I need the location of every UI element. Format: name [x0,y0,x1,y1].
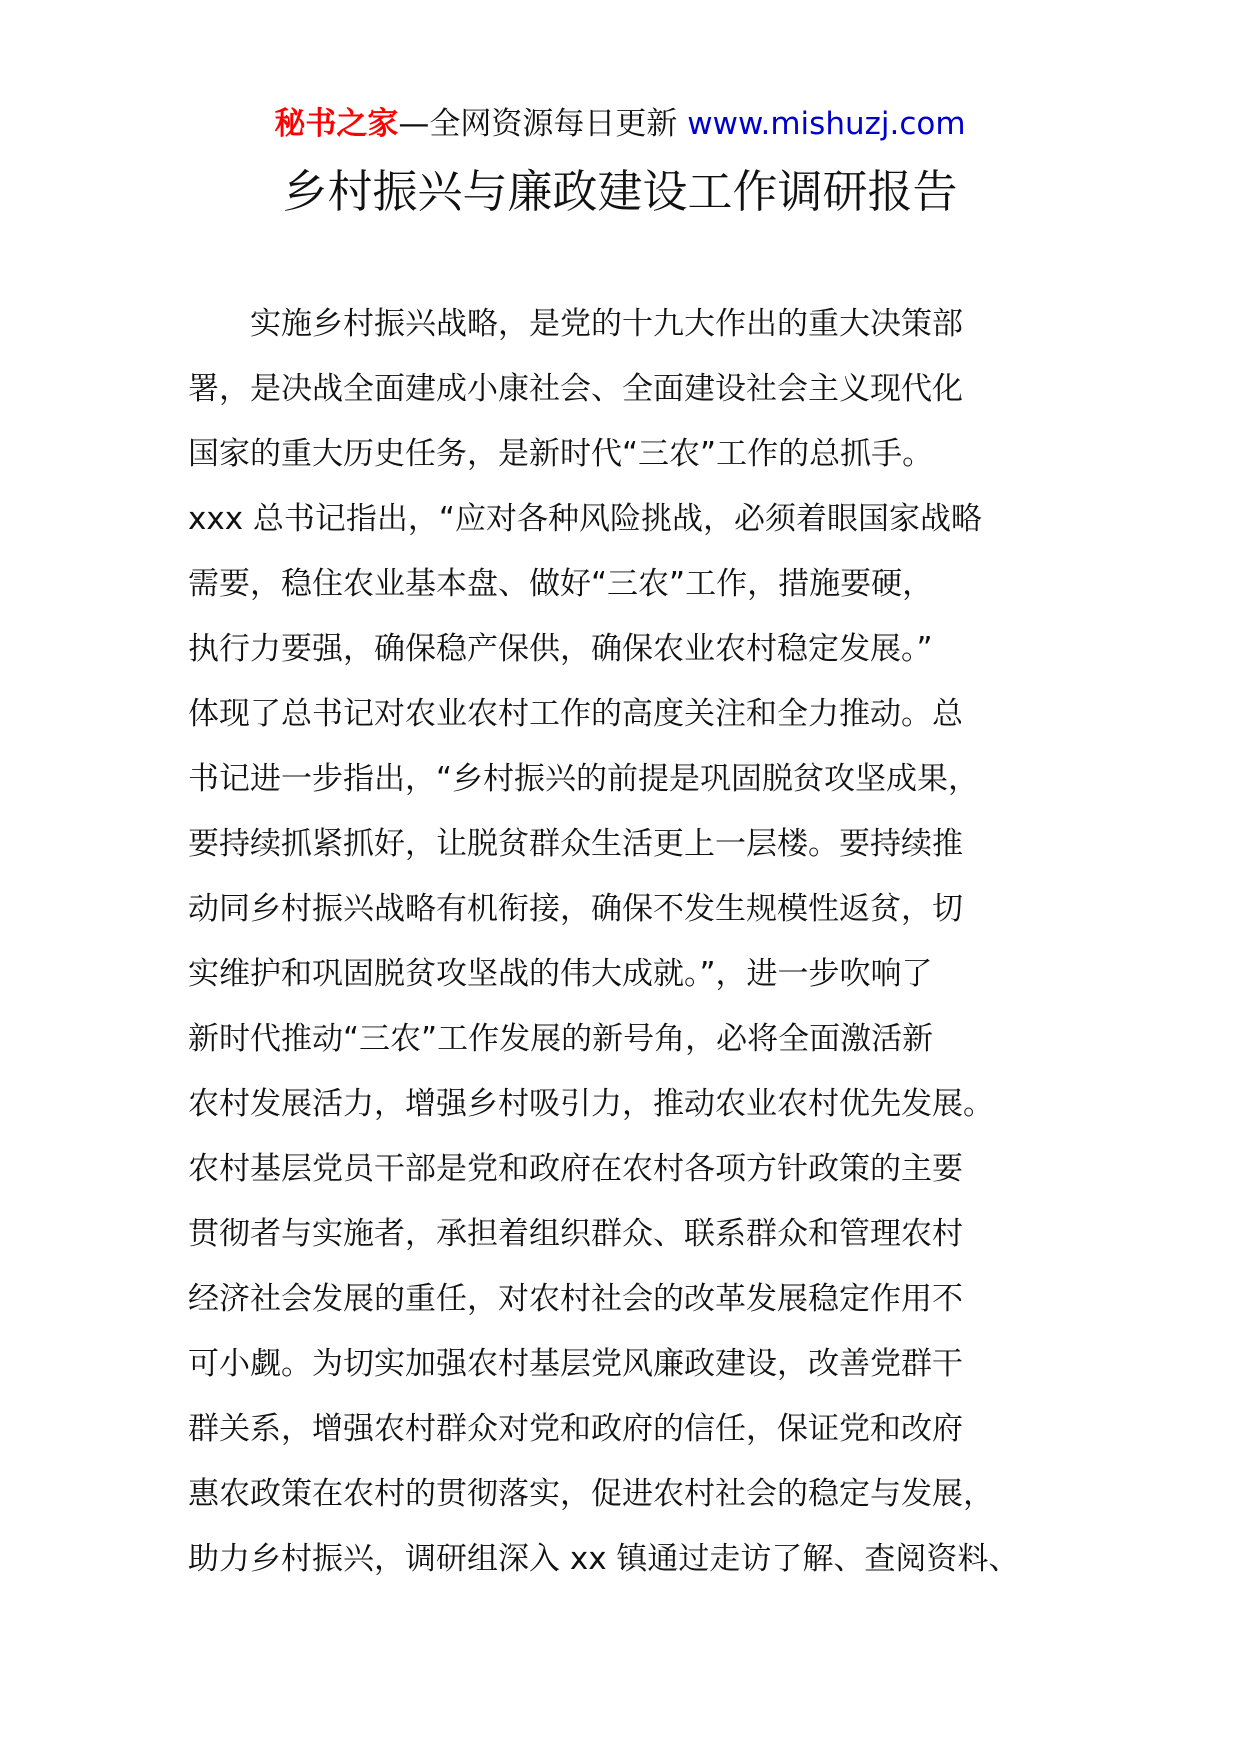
body-line: xxx 总书记指出，“应对各种风险挑战，必须着眼国家战略 [188,501,982,537]
body-line: 国家的重大历史任务，是新时代“三农”工作的总抓手。 [188,436,934,472]
site-tagline: —全网资源每日更新 [398,106,678,142]
site-header [0,104,1240,144]
document-body [188,292,1068,1592]
body-line: 署，是决战全面建成小康社会、全面建设社会主义现代化 [188,371,963,407]
body-line: 农村发展活力，增强乡村吸引力，推动农业农村优先发展。 [188,1086,994,1122]
body-line: 群关系，增强农村群众对党和政府的信任，保证党和改府 [188,1411,963,1447]
body-line: 贯彻者与实施者，承担着组织群众、联系群众和管理农村 [188,1216,963,1252]
body-line: 动同乡村振兴战略有机衔接，确保不发生规模性返贫，切 [188,891,963,927]
body-line: 惠农政策在农村的贯彻落实，促进农村社会的稳定与发展， [188,1476,994,1512]
body-line: 要持续抓紧抓好，让脱贫群众生活更上一层楼。要持续推 [188,826,963,862]
body-line: 新时代推动“三农”工作发展的新号角，必将全面激活新 [188,1021,934,1057]
body-line: 书记进一步指出，“乡村振兴的前提是巩固脱贫攻坚成果， [188,761,980,797]
body-line: 可小觑。为切实加强农村基层党风廉政建设，改善党群干 [188,1346,963,1382]
body-line: 执行力要强，确保稳产保供，确保农业农村稳定发展。” [188,631,933,667]
body-line: 实维护和巩固脱贫攻坚战的伟大成就。”，进一步吹响了 [188,956,933,992]
body-line: 助力乡村振兴，调研组深入 xx 镇通过走访了解、查阅资料、 [188,1541,1020,1577]
site-url-link[interactable]: www.mishuzj.com [687,106,966,142]
body-line: 需要，稳住农业基本盘、做好“三农”工作，措施要硬， [188,566,934,602]
body-line: 体现了总书记对农业农村工作的高度关注和全力推动。总 [188,696,963,732]
site-brand: 秘书之家 [274,106,399,142]
document-title: 乡村振兴与廉政建设工作调研报告 [282,165,958,218]
body-line: 实施乡村振兴战略，是党的十九大作出的重大决策部 [188,306,963,342]
body-line: 农村基层党员干部是党和政府在农村各项方针政策的主要 [188,1151,963,1187]
body-line: 经济社会发展的重任，对农村社会的改革发展稳定作用不 [188,1281,963,1317]
